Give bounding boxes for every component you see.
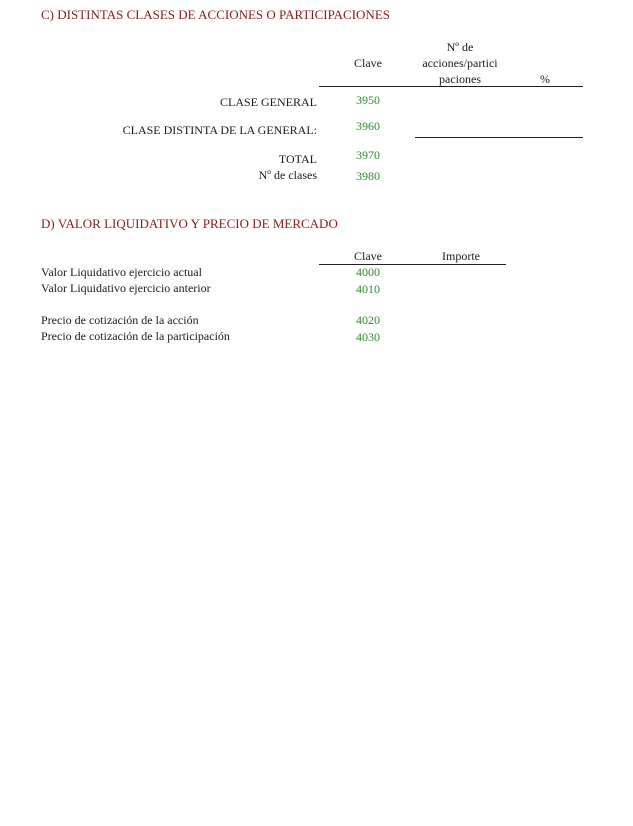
- row-label-clase-distinta: CLASE DISTINTA DE LA GENERAL:: [122, 123, 317, 137]
- code-3960: 3960: [356, 119, 380, 133]
- code-4030: 4030: [356, 330, 380, 344]
- section-c-acciones-header-line1: Nº de: [446, 40, 474, 54]
- section-c-acciones-header-line2: acciones/partici: [422, 56, 498, 70]
- row-label-clase-general: CLASE GENERAL: [220, 95, 317, 109]
- code-4020: 4020: [356, 313, 380, 327]
- code-3970: 3970: [356, 148, 380, 162]
- section-c-entry-rule: [415, 137, 583, 138]
- section-c-header-rule: [319, 86, 583, 87]
- row-label-total: TOTAL: [278, 152, 317, 166]
- code-3950: 3950: [356, 93, 380, 107]
- row-label-precio-participacion: Precio de cotización de la participación: [41, 329, 230, 343]
- code-4000: 4000: [356, 265, 380, 279]
- section-d-importe-header: Importe: [442, 249, 480, 263]
- section-c-acciones-header-line3: paciones: [439, 72, 481, 86]
- row-label-precio-accion: Precio de cotización de la acción: [41, 313, 199, 327]
- section-d-clave-header: Clave: [354, 249, 382, 263]
- section-c-clave-header: Clave: [354, 56, 382, 70]
- code-3980: 3980: [356, 169, 380, 183]
- section-c-title: C) DISTINTAS CLASES DE ACCIONES O PARTICIPACIONES: [41, 7, 390, 22]
- section-d-title: D) VALOR LIQUIDATIVO Y PRECIO DE MERCADO: [41, 216, 338, 231]
- code-4010: 4010: [356, 282, 380, 296]
- section-c-percent-header: %: [540, 72, 550, 86]
- row-label-valor-anterior: Valor Liquidativo ejercicio anterior: [41, 281, 211, 295]
- row-label-valor-actual: Valor Liquidativo ejercicio actual: [41, 265, 202, 279]
- row-label-num-clases: Nº de clases: [258, 168, 317, 182]
